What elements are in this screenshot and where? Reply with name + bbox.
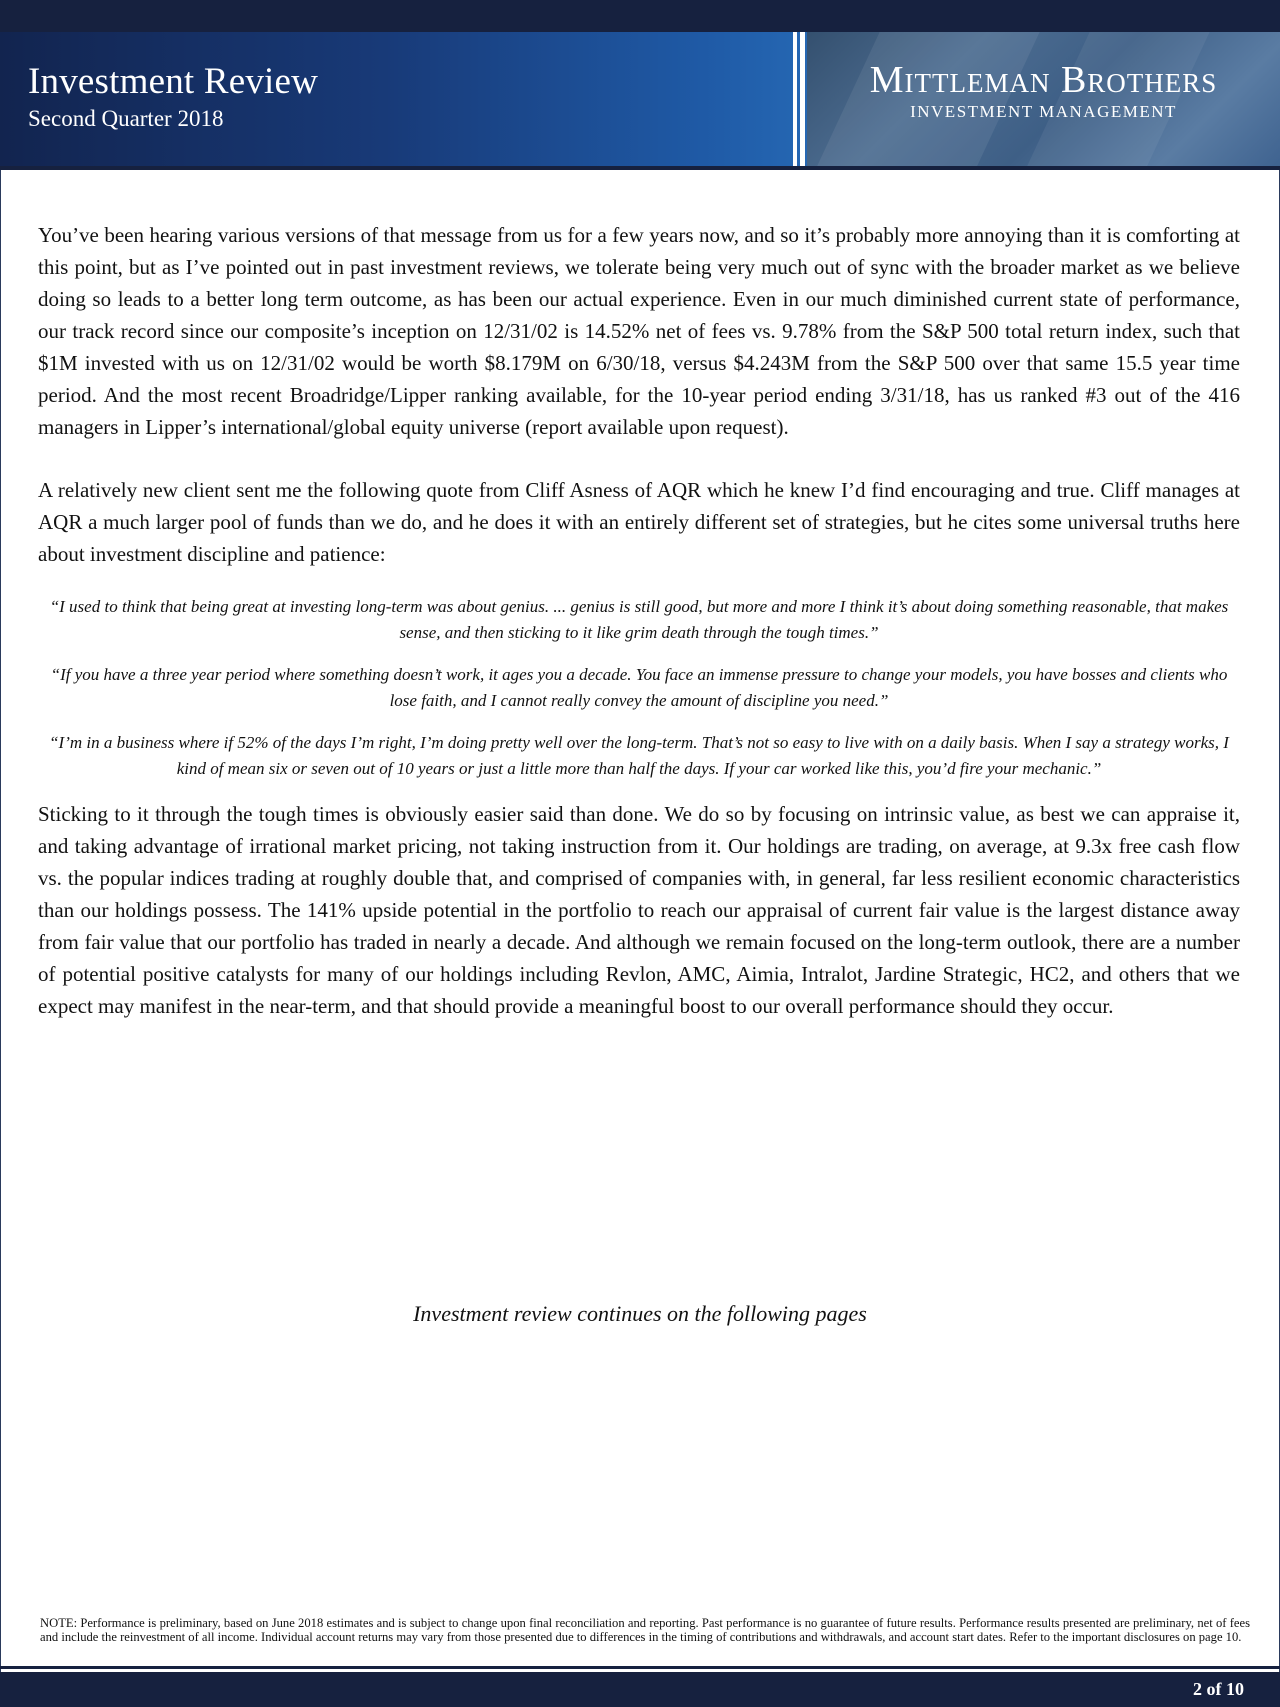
footer-bar: [0, 1672, 1280, 1707]
divider-line: [793, 32, 797, 166]
header-title-block: [28, 62, 318, 134]
header-banner: [0, 32, 1280, 166]
quote: “I’m in a business where if 52% of the days I’m right, I’m doing pretty well over the long-term. That’s not so easy to live with on a daily basis. When I say a strategy works, I kind of mean six or seven out of 10 years or just a little more than half the days. If your car worked like this, you’d fire your mechanic.”: [49, 733, 1229, 778]
body-paragraph: A relatively new client sent me the following quote from Cliff Asness of AQR which he knew I’d find encouraging and true. Cliff manages at AQR a much larger pool of funds than we do, and he does it with an entirely different set of strategies, but he cites some universal truths here about investment discipline and patience:: [38, 478, 1240, 566]
body-paragraph: You’ve been hearing various versions of that message from us for a few years now, and so it’s probably more annoying than it is comforting at this point, but as I’ve pointed out in past investment reviews, we tolerate being very much out of sync with the broader market as we believe doing so leads to a better long term outcome, as has been our actual experience. Even in our much diminished current state of performance, our track record since our composite’s inception on 12/31/02 is 14.52% net of fees vs. 9.78% from the S&P 500 total return index, such that $1M invested with us on 12/31/02 would be worth $8.179M on 6/30/18, versus $4.243M from the S&P 500 over that same 15.5 year time period. And the most recent Broadridge/Lipper ranking available, for the 10-year period ending 3/31/18, has us ranked #3 out of the 416 managers in Lipper’s international/global equity universe (report available upon request).: [38, 223, 1240, 439]
brand-name: Mittleman Brothers: [869, 59, 1218, 101]
footer-rule: [0, 1666, 1280, 1669]
disclosure-note: NOTE: Performance is preliminary, based on June 2018 estimates and is subject to change upon final reconciliation and reporting. Past performance is no guarantee of future results. Performance results presented are preliminary, net of fees and include the reinvestment of all income. Individual account returns may vary from those presented due to differences in the timing of contributions and withdrawals, and account start dates. Refer to the important disclosures on page 10.: [40, 1616, 1250, 1644]
header-rule: [0, 166, 1280, 170]
brand-logo: [807, 60, 1280, 122]
quote: “If you have a three year period where something doesn’t work, it ages you a decade. You face an immense pressure to change your models, you have bosses and clients who lose faith, and I cannot really convey the amount of discipline you need.”: [50, 665, 1228, 710]
report-subtitle: Second Quarter 2018: [28, 106, 224, 131]
divider-line: [800, 32, 805, 166]
brand-tagline: INVESTMENT MANAGEMENT: [910, 102, 1177, 121]
page-number: 2 of 10: [1193, 1679, 1244, 1699]
quote: “I used to think that being great at investing long-term was about genius. ... genius is still good, but more and more I think it’s about doing something reasonable, that makes sense, and then sticking to it like grim death through the tough times.”: [49, 597, 1229, 642]
brand-panel: [807, 32, 1280, 166]
body-paragraph: Sticking to it through the tough times is obviously easier said than done. We do so by focusing on intrinsic value, as best we can appraise it, and taking advantage of irrational market pricing, not taking instruction from it. Our holdings are trading, on average, at 9.3x free cash flow vs. the popular indices trading at roughly double that, and comprised of companies with, in general, far less resilient economic characteristics than our holdings possess. The 141% upside potential in the portfolio to reach our appraisal of current fair value is the largest distance away from fair value that our portfolio has traded in nearly a decade. And although we remain focused on the long-term outlook, there are a number of potential positive catalysts for many of our holdings including Revlon, AMC, Aimia, Intralot, Jardine Strategic, HC2, and others that we expect may manifest in the near-term, and that should provide a meaningful boost to our overall performance should they occur.: [38, 802, 1240, 1018]
header-divider: [793, 32, 807, 166]
header-top-bar: [0, 0, 1280, 32]
report-title: Investment Review: [28, 61, 319, 102]
quote-block: [38, 594, 1240, 782]
continues-note: Investment review continues on the following pages: [413, 1301, 867, 1326]
document-body: [38, 219, 1240, 1022]
